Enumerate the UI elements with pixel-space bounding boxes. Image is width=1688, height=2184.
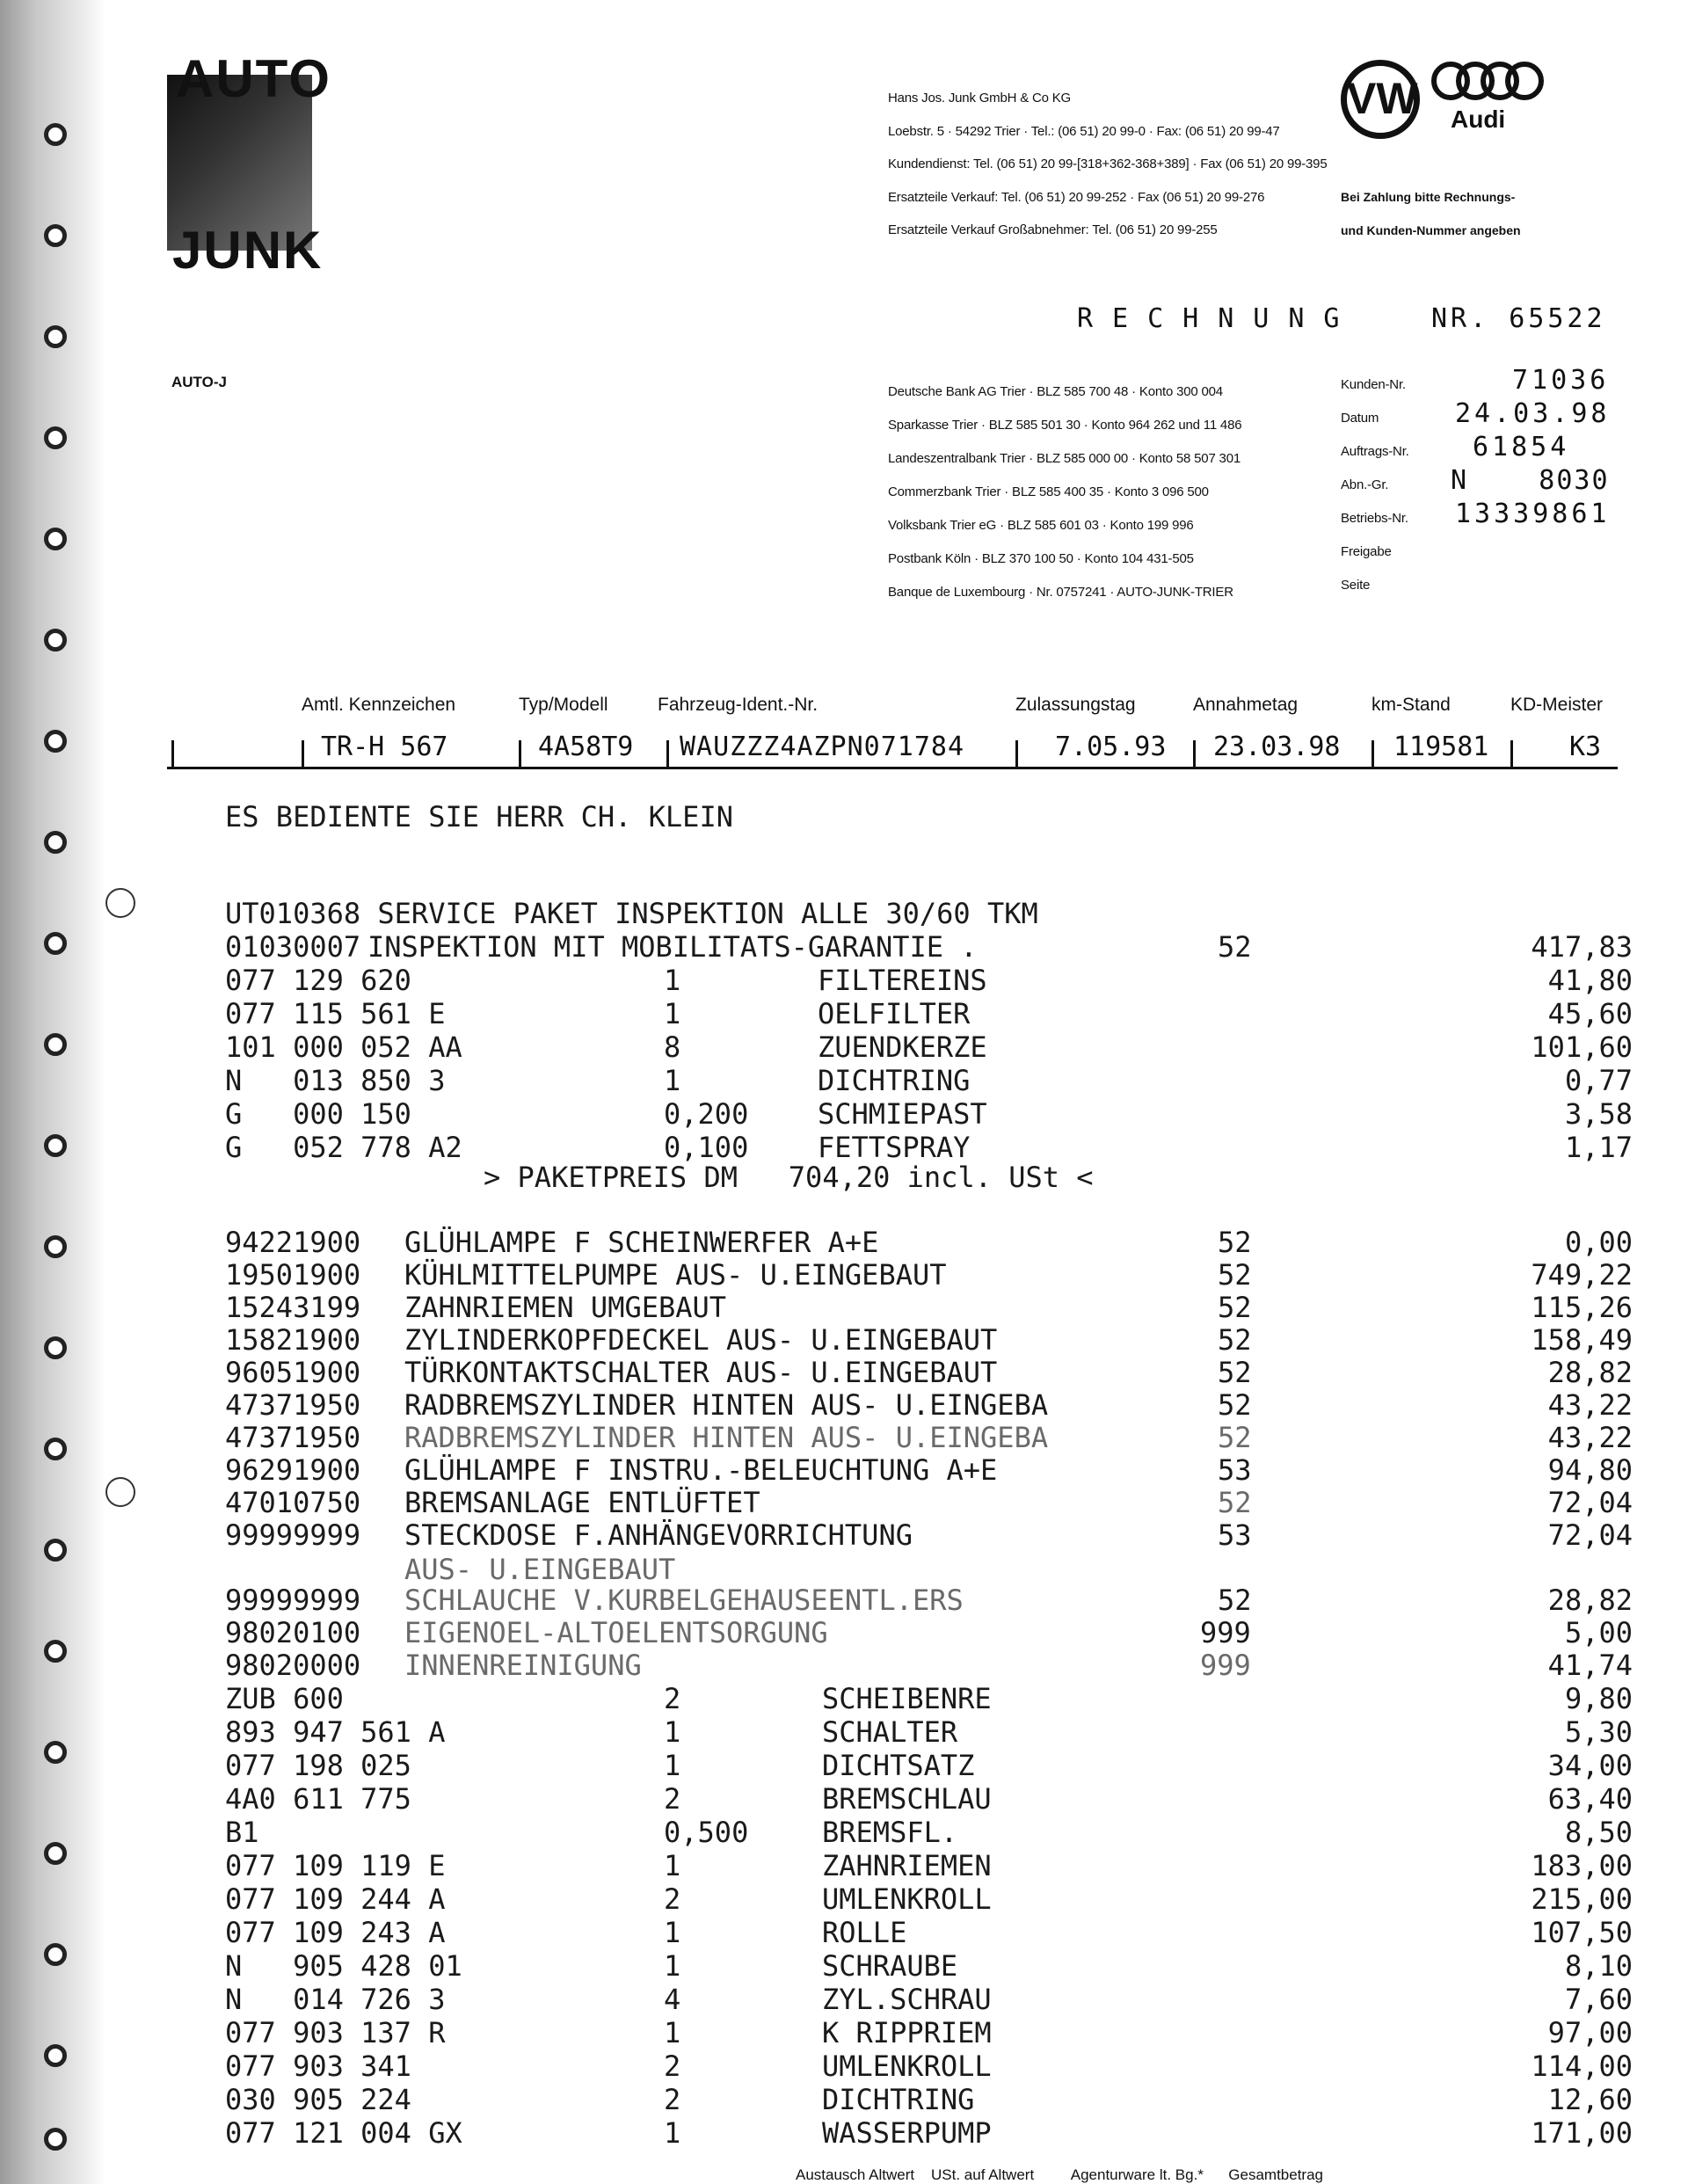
package-line-nr: 101 000 052 AA: [225, 1030, 462, 1064]
part-nr: N 905 428 01: [225, 1949, 462, 1983]
punch-hole: [44, 2044, 67, 2067]
package-line-qty: 0,100: [664, 1131, 749, 1164]
vehicle-divider: [519, 740, 521, 768]
part-desc: DICHTSATZ: [822, 1749, 975, 1782]
audi-ring: [1505, 62, 1544, 100]
invoice-number: NR. 65522: [1431, 303, 1606, 334]
part-qty: 1: [664, 2016, 681, 2049]
served-by-line: ES BEDIENTE SIE HERR CH. KLEIN: [225, 800, 733, 834]
vw-logo-icon: [1341, 60, 1420, 139]
part-desc: SCHRAUBE: [822, 1949, 958, 1983]
part-amount: 183,00: [1531, 1849, 1633, 1882]
part-desc: UMLENKROLL: [822, 1882, 992, 1916]
vehicle-divider: [1193, 740, 1196, 768]
field-value-group: N 8030: [1451, 465, 1610, 496]
part-qty: 4: [664, 1983, 681, 2016]
work-item-desc: SCHLAUCHE V.KURBELGEHAUSEENTL.ERS: [404, 1583, 964, 1617]
punch-hole: [44, 1640, 67, 1663]
part-amount: 5,30: [1564, 1715, 1633, 1749]
work-item-amount: 94,80: [1547, 1453, 1633, 1487]
work-item-amount: 72,04: [1547, 1518, 1633, 1552]
vehicle-value-model: 4A58T9: [538, 732, 634, 762]
part-desc: SCHALTER: [822, 1715, 958, 1749]
work-item-desc: GLÜHLAMPE F INSTRU.-BELEUCHTUNG A+E: [404, 1453, 998, 1487]
punch-hole: [44, 1336, 67, 1359]
part-nr: 077 109 244 A: [225, 1882, 446, 1916]
field-value-order-nr: 61854: [1473, 432, 1570, 462]
work-item-code: 52: [1218, 1486, 1252, 1519]
bank-details: [888, 375, 1241, 609]
package-line-qty: 1: [664, 1064, 681, 1097]
punch-hole-outline: [106, 888, 135, 918]
company-line: Hans Jos. Junk GmbH & Co KG: [888, 91, 1072, 106]
vehicle-value-registration: 7.05.93: [1055, 732, 1167, 762]
audi-wordmark: Audi: [1451, 106, 1506, 133]
logo-text-top: AUTO: [176, 49, 331, 108]
punch-hole: [44, 528, 67, 550]
work-item-amount: 28,82: [1547, 1356, 1633, 1389]
part-desc: WASSERPUMP: [822, 2116, 992, 2150]
field-value-customer-nr: 71036: [1512, 365, 1610, 396]
work-item-amount: 0,00: [1564, 1226, 1633, 1259]
package-price-line: > PAKETPREIS DM 704,20 incl. USt <: [484, 1161, 1094, 1194]
work-item-desc: ZYLINDERKOPFDECKEL AUS- U.EINGEBAUT: [404, 1323, 998, 1357]
package-line-qty: 1: [664, 964, 681, 997]
field-label-page: Seite: [1341, 578, 1371, 593]
part-qty: 1: [664, 1849, 681, 1882]
vehicle-header-plate: Amtl. Kennzeichen: [302, 695, 456, 715]
punch-hole: [44, 1539, 67, 1562]
vehicle-divider: [1510, 740, 1513, 768]
bank-line: Deutsche Bank AG Trier · BLZ 585 700 48 · Konto 300 004: [888, 384, 1223, 399]
part-nr: 030 905 224: [225, 2083, 411, 2116]
package-line-qty: 1: [664, 997, 681, 1030]
part-nr: 077 198 025: [225, 1749, 411, 1782]
field-label-customer-nr: Kunden-Nr.: [1341, 377, 1406, 392]
part-amount: 97,00: [1547, 2016, 1633, 2049]
package-line-amount: 45,60: [1547, 997, 1633, 1030]
logo-text-bottom: JUNK: [172, 221, 324, 280]
punch-hole: [44, 1438, 67, 1460]
package-line-qty: 0,200: [664, 1097, 749, 1131]
bank-line: Banque de Luxembourg · Nr. 0757241 · AUTO-JUNK-TRIER: [888, 585, 1233, 600]
audi-rings-icon: [1431, 62, 1546, 102]
bank-line: Commerzbank Trier · BLZ 585 400 35 · Konto 3 096 500: [888, 484, 1209, 499]
part-nr: 077 903 341: [225, 2049, 411, 2083]
part-amount: 12,60: [1547, 2083, 1633, 2116]
part-qty: 1: [664, 1749, 681, 1782]
part-nr: 077 109 243 A: [225, 1916, 446, 1949]
auto-junk-logo: [167, 48, 331, 280]
part-qty: 0,500: [664, 1816, 749, 1849]
work-item-code: 52: [1218, 1258, 1252, 1292]
part-desc: DICHTRING: [822, 2083, 975, 2116]
field-value-date: 24.03.98: [1455, 398, 1611, 429]
punch-hole: [44, 730, 67, 753]
work-item-nr: 96051900: [225, 1356, 361, 1389]
work-item-desc: RADBREMSZYLINDER HINTEN AUS- U.EINGEBA: [404, 1421, 1049, 1454]
vehicle-header-mileage: km-Stand: [1372, 695, 1451, 715]
work-item-amount: 43,22: [1547, 1388, 1633, 1422]
part-amount: 107,50: [1531, 1916, 1633, 1949]
payment-note: [1341, 180, 1521, 247]
part-amount: 8,10: [1564, 1949, 1633, 1983]
part-qty: 2: [664, 1882, 681, 1916]
part-nr: N 014 726 3: [225, 1983, 446, 2016]
work-item-amount: 72,04: [1547, 1486, 1633, 1519]
work-item-desc: STECKDOSE F.ANHÄNGEVORRICHTUNG: [404, 1518, 913, 1552]
part-desc: ZAHNRIEMEN: [822, 1849, 992, 1882]
part-qty: 1: [664, 2116, 681, 2150]
work-item-code: 52: [1218, 1421, 1252, 1454]
vehicle-rule: [167, 767, 1618, 769]
work-item-nr: 96291900: [225, 1453, 361, 1487]
punch-hole-outline: [106, 1477, 135, 1507]
work-item-code: 52: [1218, 1583, 1252, 1617]
vehicle-divider: [1372, 740, 1374, 768]
company-line: Ersatzteile Verkauf Großabnehmer: Tel. (06 51) 20 99-255: [888, 222, 1218, 237]
vehicle-divider: [171, 740, 174, 768]
work-item-desc: KÜHLMITTELPUMPE AUS- U.EINGEBAUT: [404, 1258, 947, 1292]
work-item-code: 52: [1218, 1356, 1252, 1389]
work-item-nr: 47371950: [225, 1388, 361, 1422]
punch-hole: [44, 1134, 67, 1157]
work-item-nr: 99999999: [225, 1518, 361, 1552]
package-line-nr: 077 129 620: [225, 964, 411, 997]
work-item-code: 52: [1218, 1388, 1252, 1422]
payment-note-line: und Kunden-Nummer angeben: [1341, 223, 1521, 237]
work-item-desc: ZAHNRIEMEN UMGEBAUT: [404, 1291, 727, 1324]
bank-line: Postbank Köln · BLZ 370 100 50 · Konto 104 431-505: [888, 551, 1194, 566]
vehicle-value-master: K3: [1569, 732, 1602, 762]
package-line-desc: ZUENDKERZE: [818, 1030, 987, 1064]
bank-line: Sparkasse Trier · BLZ 585 501 30 · Konto 964 262 und 11 486: [888, 418, 1242, 433]
work-item-desc: BREMSANLAGE ENTLÜFTET: [404, 1486, 760, 1519]
work-item-nr: 98020000: [225, 1649, 361, 1682]
package-line-nr: G 052 778 A2: [225, 1131, 462, 1164]
part-nr: 077 903 137 R: [225, 2016, 446, 2049]
work-item-nr: 19501900: [225, 1258, 361, 1292]
part-qty: 2: [664, 2049, 681, 2083]
vehicle-header-intake: Annahmetag: [1193, 695, 1299, 715]
punch-hole: [44, 1235, 67, 1258]
punch-hole: [44, 325, 67, 348]
work-item-nr: 98020100: [225, 1616, 361, 1649]
part-desc: SCHEIBENRE: [822, 1682, 992, 1715]
work-item-desc: INNENREINIGUNG: [404, 1649, 642, 1682]
part-qty: 2: [664, 1782, 681, 1816]
work-item-nr: 15243199: [225, 1291, 361, 1324]
payment-note-line: Bei Zahlung bitte Rechnungs-: [1341, 190, 1516, 204]
package-line-qty: 8: [664, 1030, 681, 1064]
part-amount: 7,60: [1564, 1983, 1633, 2016]
part-amount: 215,00: [1531, 1882, 1633, 1916]
work-item-code: 52: [1218, 1323, 1252, 1357]
field-value-business-nr: 13339861: [1455, 499, 1611, 529]
vehicle-divider: [302, 740, 304, 768]
work-item-desc: TÜRKONTAKTSCHALTER AUS- U.EINGEBAUT: [404, 1356, 998, 1389]
package-title: UT010368 SERVICE PAKET INSPEKTION ALLE 30/60 TKM: [225, 897, 1038, 930]
field-label-date: Datum: [1341, 411, 1379, 426]
part-amount: 8,50: [1564, 1816, 1633, 1849]
punch-hole: [44, 629, 67, 652]
part-desc: ZYL.SCHRAU: [822, 1983, 992, 2016]
work-item-amount: 5,00: [1564, 1616, 1633, 1649]
company-address: [888, 82, 1327, 247]
part-desc: UMLENKROLL: [822, 2049, 992, 2083]
work-item-nr: 15821900: [225, 1323, 361, 1357]
punch-hole: [44, 1943, 67, 1966]
part-amount: 63,40: [1547, 1782, 1633, 1816]
part-qty: 1: [664, 1916, 681, 1949]
field-label-group: Abn.-Gr.: [1341, 477, 1389, 492]
package-line-amount: 0,77: [1564, 1064, 1633, 1097]
company-line: Kundendienst: Tel. (06 51) 20 99-[318+362-368+389] · Fax (06 51) 20 99-395: [888, 157, 1328, 171]
work-item-nr: 47010750: [225, 1486, 361, 1519]
work-item-amount: 158,49: [1531, 1323, 1633, 1357]
package-line-amount: 1,17: [1564, 1131, 1633, 1164]
vehicle-header-registration: Zulassungstag: [1015, 695, 1136, 715]
punch-hole: [44, 123, 67, 146]
company-line: Ersatzteile Verkauf: Tel. (06 51) 20 99-252 · Fax (06 51) 20 99-276: [888, 189, 1265, 205]
package-line-desc: FILTEREINS: [818, 964, 987, 997]
punch-hole: [44, 2128, 67, 2151]
package-line-nr: 077 115 561 E: [225, 997, 446, 1030]
package-line-amount: 417,83: [1531, 930, 1633, 964]
part-amount: 171,00: [1531, 2116, 1633, 2150]
part-amount: 34,00: [1547, 1749, 1633, 1782]
part-qty: 2: [664, 2083, 681, 2116]
vehicle-header-model: Typ/Modell: [519, 695, 608, 715]
bank-line: Volksbank Trier eG · BLZ 585 601 03 · Konto 199 996: [888, 518, 1194, 533]
part-nr: 4A0 611 775: [225, 1782, 411, 1816]
part-desc: K RIPPRIEM: [822, 2016, 992, 2049]
punch-hole: [44, 1741, 67, 1764]
field-label-business-nr: Betriebs-Nr.: [1341, 511, 1408, 526]
punch-hole: [44, 1033, 67, 1056]
field-label-order-nr: Auftrags-Nr.: [1341, 444, 1409, 459]
package-line-nr: 01030007: [225, 930, 361, 964]
package-line-nr: N 013 850 3: [225, 1064, 446, 1097]
vehicle-header-master: KD-Meister: [1510, 695, 1604, 715]
package-line-desc: OELFILTER: [818, 997, 971, 1030]
vw-logo-text: VW: [1347, 74, 1418, 123]
work-item-code: 53: [1218, 1518, 1252, 1552]
work-item-nr: 47371950: [225, 1421, 361, 1454]
part-nr: 893 947 561 A: [225, 1715, 446, 1749]
vehicle-divider: [1015, 740, 1018, 768]
part-nr: ZUB 600: [225, 1682, 344, 1715]
punch-hole: [44, 1842, 67, 1865]
package-line-amount: 41,80: [1547, 964, 1633, 997]
part-desc: ROLLE: [822, 1916, 907, 1949]
vehicle-divider: [666, 740, 669, 768]
work-item-amount: 41,74: [1547, 1649, 1633, 1682]
totals-footer-header: Austausch Altwert USt. auf Altwert Agenturware lt. Bg.* Gesamtbetrag: [796, 2166, 1323, 2183]
part-nr: B1: [225, 1816, 259, 1849]
work-item-amount: 115,26: [1531, 1291, 1633, 1324]
work-item-code: 999: [1200, 1616, 1251, 1649]
logo-subtext: AUTO-J: [171, 374, 227, 390]
work-item-amount: 28,82: [1547, 1583, 1633, 1617]
work-item-desc: GLÜHLAMPE F SCHEINWERFER A+E: [404, 1226, 879, 1259]
part-nr: 077 109 119 E: [225, 1849, 446, 1882]
work-item-code: 52: [1218, 1291, 1252, 1324]
vehicle-value-vin: WAUZZZ4AZPN071784: [680, 732, 965, 762]
package-line-code: 52: [1218, 930, 1252, 964]
part-amount: 9,80: [1564, 1682, 1633, 1715]
part-nr: 077 121 004 GX: [225, 2116, 462, 2150]
field-label-release: Freigabe: [1341, 544, 1392, 559]
work-item-code: 53: [1218, 1453, 1252, 1487]
work-item-code: 999: [1200, 1649, 1251, 1682]
vehicle-value-mileage: 119581: [1393, 732, 1489, 762]
package-line-amount: 3,58: [1564, 1097, 1633, 1131]
package-line-desc: SCHMIEPAST: [818, 1097, 987, 1131]
vehicle-value-intake: 23.03.98: [1213, 732, 1341, 762]
work-item-amount: 43,22: [1547, 1421, 1633, 1454]
punch-hole: [44, 932, 67, 955]
punch-hole: [44, 426, 67, 449]
work-item-nr: 94221900: [225, 1226, 361, 1259]
perforated-margin-strip: [0, 0, 106, 2184]
invoice-title: RECHNUNG: [1077, 303, 1359, 334]
package-line-amount: 101,60: [1531, 1030, 1633, 1064]
package-line-desc: INSPEKTION MIT MOBILITATS-GARANTIE .: [367, 930, 978, 964]
work-item-code: 52: [1218, 1226, 1252, 1259]
part-qty: 1: [664, 1715, 681, 1749]
vehicle-header-vin: Fahrzeug-Ident.-Nr.: [658, 695, 819, 715]
part-amount: 114,00: [1531, 2049, 1633, 2083]
package-line-desc: FETTSPRAY: [818, 1131, 971, 1164]
package-line-desc: DICHTRING: [818, 1064, 971, 1097]
bank-line: Landeszentralbank Trier · BLZ 585 000 00 · Konto 58 507 301: [888, 451, 1241, 466]
company-line: Loebstr. 5 · 54292 Trier · Tel.: (06 51) 20 99-0 · Fax: (06 51) 20 99-47: [888, 123, 1280, 139]
part-qty: 1: [664, 1949, 681, 1983]
package-line-nr: G 000 150: [225, 1097, 411, 1131]
vehicle-value-plate: TR-H 567: [321, 732, 448, 762]
part-desc: BREMSFL.: [822, 1816, 958, 1849]
work-item-desc: RADBREMSZYLINDER HINTEN AUS- U.EINGEBA: [404, 1388, 1049, 1422]
part-desc: BREMSCHLAU: [822, 1782, 992, 1816]
work-item-desc: EIGENOEL-ALTOELENTSORGUNG: [404, 1616, 828, 1649]
work-item-desc-continuation: AUS- U.EINGEBAUT: [404, 1553, 676, 1586]
work-item-amount: 749,22: [1531, 1258, 1633, 1292]
work-item-nr: 99999999: [225, 1583, 361, 1617]
punch-hole: [44, 224, 67, 247]
part-qty: 2: [664, 1682, 681, 1715]
punch-hole: [44, 831, 67, 854]
